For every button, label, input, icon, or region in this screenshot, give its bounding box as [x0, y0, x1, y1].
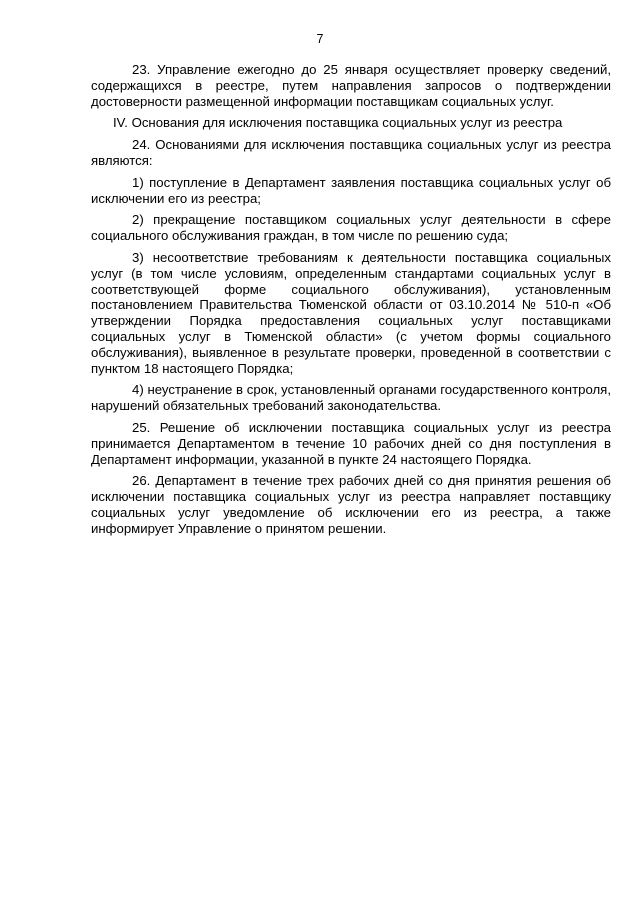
paragraph-24: 24. Основаниями для исключения поставщика социальных услуг из реестра являются:	[91, 137, 611, 168]
paragraph-24-item-4: 4) неустранение в срок, установленный органами государственного контроля, нарушений обязательных требований законодательства.	[91, 382, 611, 414]
paragraph-23: 23. Управление ежегодно до 25 января осуществляет проверку сведений, содержащихся в реестре, путем направления запросов о подтверждении достоверности размещенной информации поставщикам социальных услуг.	[91, 62, 611, 109]
paragraph-24-item-3: 3) несоответствие требованиям к деятельности поставщика социальных услуг (в том числе условиям, определенным стандартами социальных услуг в соответствующей форме социального обслуживания), установленным постановлением Правительства Тюменской области от 03.10.2014 № 510-п «Об утверждении Порядка предоставления социальных услуг поставщиками социальных услуг в Тюменской области» (с учетом формы социального обслуживания), выявленное в результате проверки, проведенной в соответствии с пунктом 18 настоящего Порядка;	[91, 249, 611, 376]
paragraph-24-item-2: 2) прекращение поставщиком социальных услуг деятельности в сфере социального обслуживания граждан, в том числе по решению суда;	[91, 212, 611, 244]
document-body	[91, 62, 611, 543]
paragraph-25: 25. Решение об исключении поставщика социальных услуг из реестра принимается Департаментом в течение 10 рабочих дней со дня поступления в Департамент информации, указанной в пункте 24 настоящего Порядка.	[91, 419, 611, 467]
paragraph-24-item-1: 1) поступление в Департамент заявления поставщика социальных услуг об исключении его из реестра;	[91, 174, 611, 206]
section-heading-iv: IV. Основания для исключения поставщика социальных услуг из реестра	[113, 115, 563, 131]
paragraph-26: 26. Департамент в течение трех рабочих дней со дня принятия решения об исключении поставщика социальных услуг из реестра направляет поставщику социальных услуг уведомление об исключении его из реестра, а также информирует Управление о принятом решении.	[91, 473, 611, 536]
page-number: 7	[316, 32, 324, 46]
